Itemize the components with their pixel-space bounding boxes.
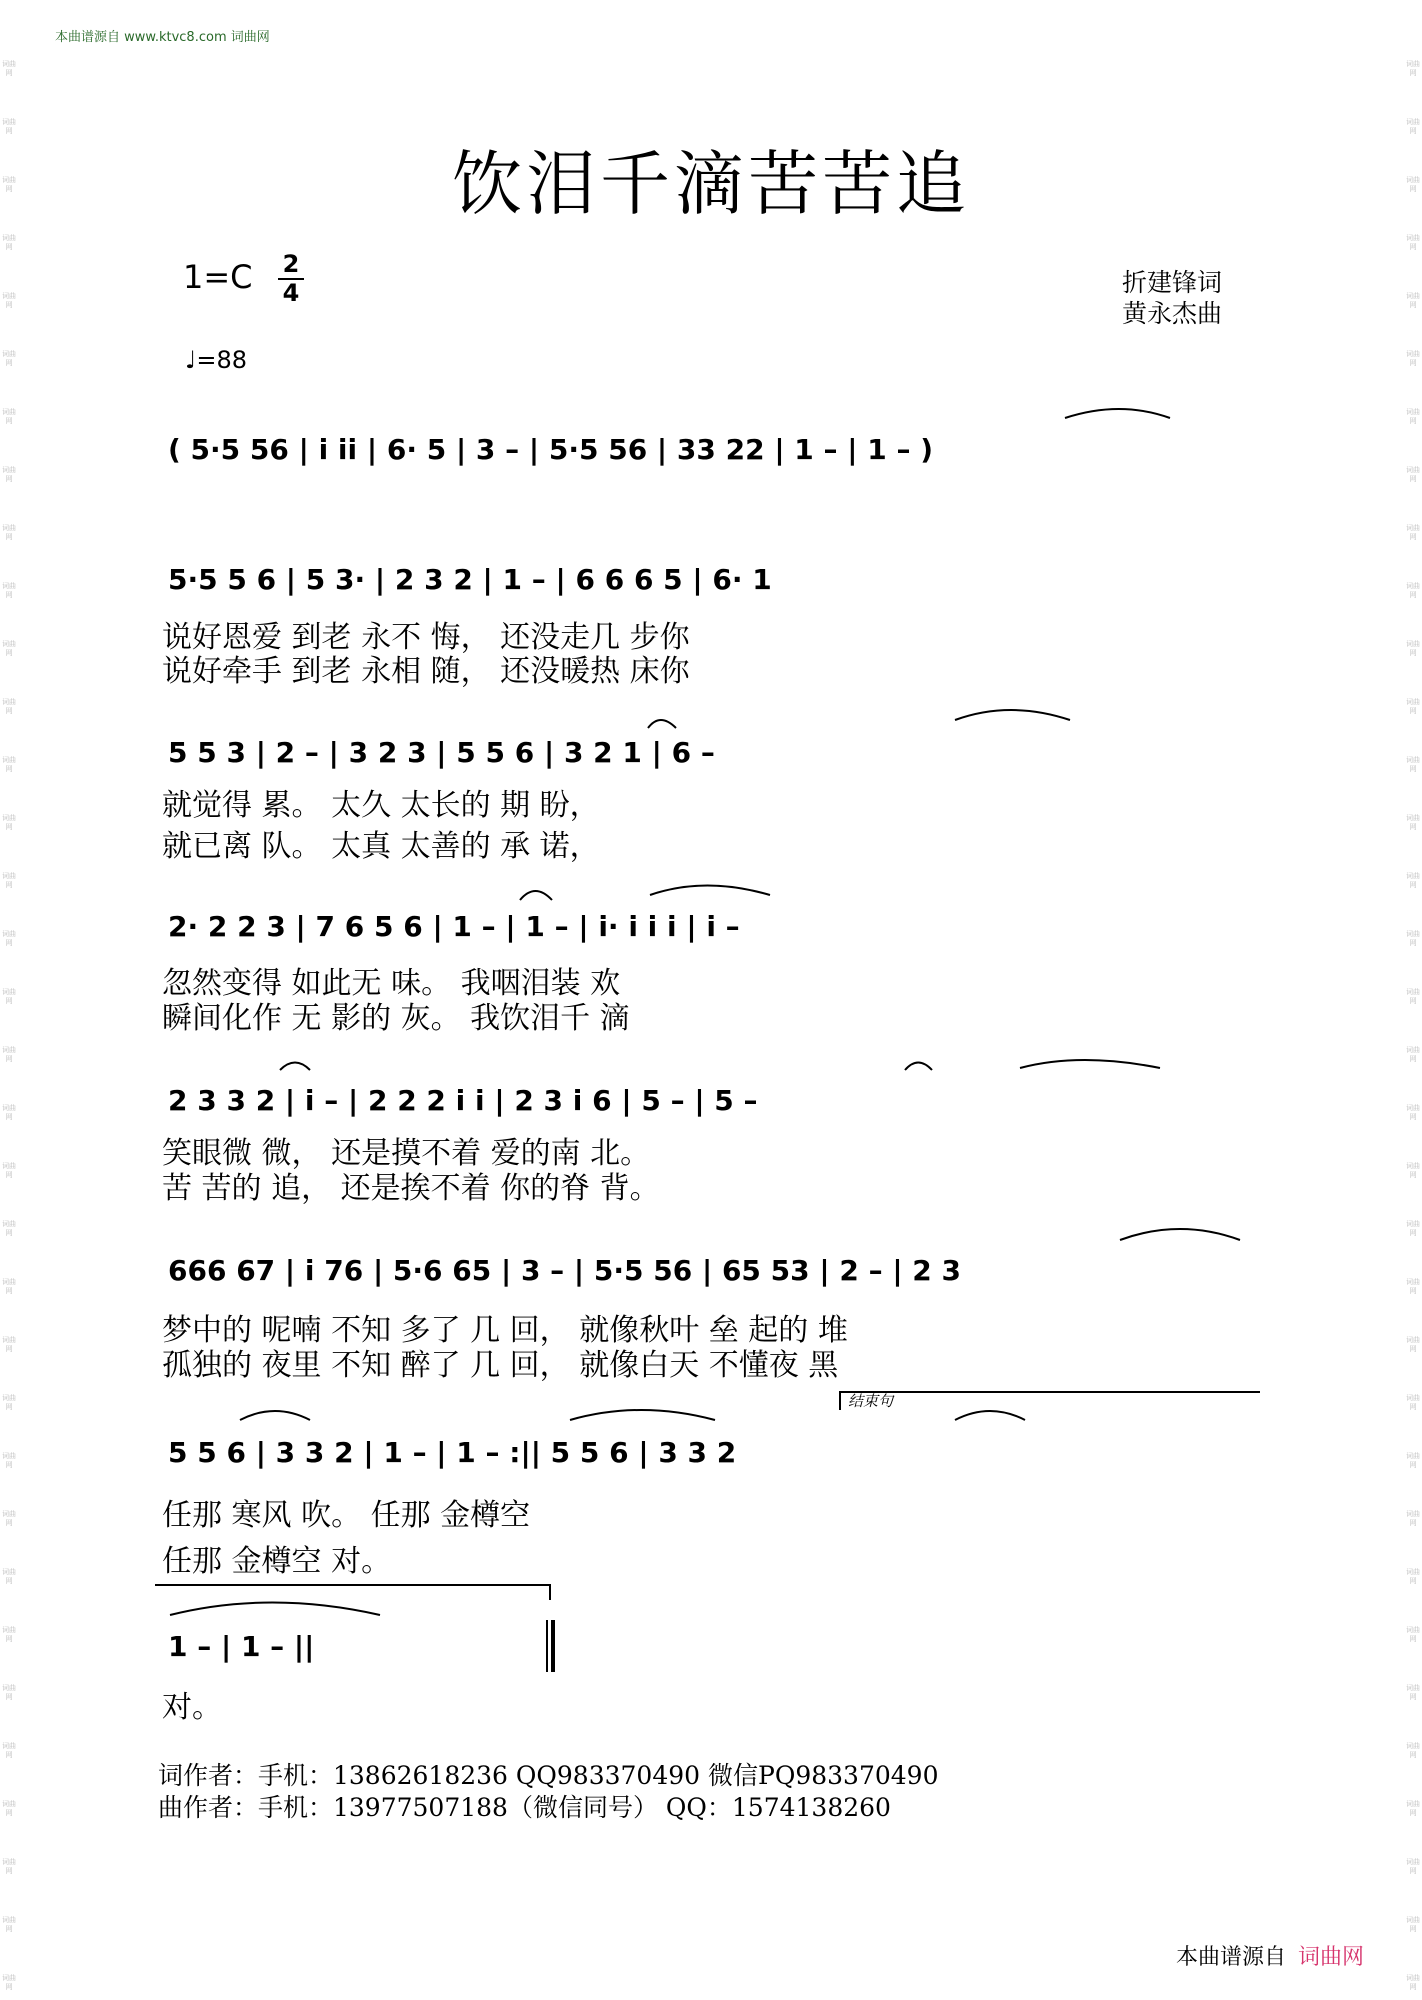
tie-s8 xyxy=(170,1603,380,1616)
system-5-notes: 2 3 3 2 | i – | 2 2 2 i i | 2 3 i 6 | 5 – | 5 – xyxy=(168,1084,758,1117)
watermark-mark: 词曲网 xyxy=(1406,1336,1420,1353)
system-3-notes: 5 5 3 | 2 – | 3 2 3 | 5 5 6 | 3 2 1 | 6 – xyxy=(168,736,715,769)
tie-s3b xyxy=(955,710,1070,720)
watermark-mark: 词曲网 xyxy=(1406,176,1420,193)
watermark-mark: 词曲网 xyxy=(1406,1278,1420,1295)
tie-s3a xyxy=(648,720,676,728)
watermark-mark: 词曲网 xyxy=(2,1974,16,1991)
watermark-mark: 词曲网 xyxy=(2,1742,16,1759)
watermark-mark: 词曲网 xyxy=(2,1568,16,1585)
watermark-mark: 词曲网 xyxy=(2,1162,16,1179)
watermark-mark: 词曲网 xyxy=(1406,988,1420,1005)
watermark-mark: 词曲网 xyxy=(2,988,16,1005)
composer-credit: 黄永杰曲 xyxy=(1122,299,1223,328)
watermark-mark: 词曲网 xyxy=(1406,1452,1420,1469)
system-6-notes: 666 67 | i 76 | 5·6 65 | 3 – | 5·5 56 | 65 53 | 2 – | 2 3 xyxy=(168,1254,962,1287)
watermark-mark: 词曲网 xyxy=(2,872,16,889)
watermark-mark: 词曲网 xyxy=(1406,1974,1420,1991)
watermark-mark: 词曲网 xyxy=(2,1684,16,1701)
watermark-mark: 词曲网 xyxy=(2,698,16,715)
watermark-mark: 词曲网 xyxy=(2,640,16,657)
watermark-mark: 词曲网 xyxy=(2,1336,16,1353)
watermark-mark: 词曲网 xyxy=(2,118,16,135)
system-8-notes: 1 – | 1 – || xyxy=(168,1630,315,1663)
watermark-mark: 词曲网 xyxy=(1406,1858,1420,1875)
system-2-notes: 5·5 5 6 | 5 3· | 2 3 2 | 1 – | 6 6 6 5 | 6· 1 xyxy=(168,563,772,596)
watermark-mark: 词曲网 xyxy=(1406,1626,1420,1643)
system-6-lyric-1: 梦中的 呢喃 不知 多了 几 回， 就像秋叶 垒 起的 堆 xyxy=(162,1313,848,1348)
watermark-mark: 词曲网 xyxy=(1406,524,1420,541)
watermark-mark: 词曲网 xyxy=(1406,118,1420,135)
system-2-lyric-2: 说好牵手 到老 永相 随， 还没暖热 床你 xyxy=(162,654,690,689)
footer-source-label: 本曲谱源自 xyxy=(1175,1945,1286,1970)
watermark-mark: 词曲网 xyxy=(2,524,16,541)
watermark-mark: 词曲网 xyxy=(2,292,16,309)
quarter-note-icon: ♩ xyxy=(185,346,197,374)
watermark-mark: 词曲网 xyxy=(1406,756,1420,773)
footer-logo[interactable]: 词曲网 xyxy=(1297,1945,1364,1970)
key-signature: 1=C xyxy=(183,258,253,296)
system-4-lyric-2: 瞬间化作 无 影的 灰。 我饮泪千 滴 xyxy=(162,1001,630,1036)
watermark-mark: 词曲网 xyxy=(2,408,16,425)
system-7-lyric-1: 任那 寒风 吹。 任那 金樽空 xyxy=(162,1498,531,1533)
tempo-value: =88 xyxy=(196,346,247,374)
system-2-lyric-1: 说好恩爱 到老 永不 悔， 还没走几 步你 xyxy=(162,620,690,655)
system-4-lyric-1: 忽然变得 如此无 味。 我咽泪装 欢 xyxy=(162,966,621,1001)
watermark-mark: 词曲网 xyxy=(1406,234,1420,251)
system-3-lyric-1: 就觉得 累。 太久 太长的 期 盼， xyxy=(162,788,600,823)
system-7-lyric-2: 任那 金樽空 对。 xyxy=(162,1544,392,1579)
footer-source xyxy=(0,1940,1422,1971)
tie-s7a xyxy=(240,1411,310,1420)
watermark-mark: 词曲网 xyxy=(2,1626,16,1643)
system-3-lyric-2: 就已离 队。 太真 太善的 承 诺， xyxy=(162,829,600,864)
tie-s7b xyxy=(570,1410,715,1420)
watermark-mark: 词曲网 xyxy=(2,1104,16,1121)
system-5-lyric-1: 笑眼微 微， 还是摸不着 爱的南 北。 xyxy=(162,1136,651,1171)
watermark-mark: 词曲网 xyxy=(2,1452,16,1469)
system-1-notes: ( 5·5 56 | i ii | 6· 5 | 3 – | 5·5 56 | 33 22 | 1 – | 1 – ) xyxy=(168,433,934,466)
watermark-mark: 词曲网 xyxy=(1406,1394,1420,1411)
watermark-mark: 词曲网 xyxy=(2,930,16,947)
watermark-mark: 词曲网 xyxy=(1406,814,1420,831)
watermark-mark: 词曲网 xyxy=(1406,640,1420,657)
watermark-mark: 词曲网 xyxy=(2,1394,16,1411)
watermark-mark: 词曲网 xyxy=(1406,1800,1420,1817)
tie-s4a xyxy=(520,891,552,900)
watermark-mark: 词曲网 xyxy=(1406,582,1420,599)
watermark-mark: 词曲网 xyxy=(1406,466,1420,483)
lyricist-credit: 折建锋词 xyxy=(1122,268,1223,297)
lyricist-contact: 词作者：手机：13862618236 QQ983370490 微信PQ983370490 xyxy=(158,1761,939,1790)
watermark-mark: 词曲网 xyxy=(2,1046,16,1063)
song-title: 饮泪千滴苦苦追 xyxy=(452,143,970,225)
watermark-mark: 词曲网 xyxy=(1406,292,1420,309)
watermark-mark: 词曲网 xyxy=(1406,1916,1420,1933)
watermark-mark: 词曲网 xyxy=(1406,1510,1420,1527)
watermark-mark: 词曲网 xyxy=(2,350,16,367)
watermark-mark: 词曲网 xyxy=(1406,1046,1420,1063)
watermark-mark: 词曲网 xyxy=(2,466,16,483)
watermark-mark: 词曲网 xyxy=(2,1800,16,1817)
tie-s5c xyxy=(1020,1060,1160,1068)
watermark-mark: 词曲网 xyxy=(1406,698,1420,715)
watermark-mark: 词曲网 xyxy=(1406,930,1420,947)
tie-s6 xyxy=(1120,1229,1240,1240)
watermark-mark: 词曲网 xyxy=(2,1916,16,1933)
watermark-mark: 词曲网 xyxy=(1406,1742,1420,1759)
tie-s5b xyxy=(905,1063,932,1071)
tie-intro xyxy=(1065,409,1170,418)
watermark-mark: 词曲网 xyxy=(2,814,16,831)
watermark-mark: 词曲网 xyxy=(1406,872,1420,889)
watermark-mark: 词曲网 xyxy=(1406,1162,1420,1179)
watermark-mark: 词曲网 xyxy=(1406,1568,1420,1585)
watermark-mark: 词曲网 xyxy=(2,756,16,773)
watermark-mark: 词曲网 xyxy=(2,1220,16,1237)
watermark-mark: 词曲网 xyxy=(2,1510,16,1527)
system-6-lyric-2: 孤独的 夜里 不知 醉了 几 回， 就像白天 不懂夜 黑 xyxy=(162,1348,839,1383)
time-signature-bottom: 4 xyxy=(282,279,300,307)
system-7-notes: 5 5 6 | 3 3 2 | 1 – | 1 – :|| 5 5 6 | 3 3 2 xyxy=(168,1436,737,1469)
ending-bracket xyxy=(840,1392,1260,1410)
time-signature-top: 2 xyxy=(282,250,300,278)
system-4-notes: 2· 2 2 3 | 7 6 5 6 | 1 – | 1 – | i· i i i | i – xyxy=(168,910,740,943)
watermark-mark: 词曲网 xyxy=(2,1278,16,1295)
watermark-mark: 词曲网 xyxy=(2,582,16,599)
tie-s4b xyxy=(650,886,770,896)
ending-bracket-2 xyxy=(155,1585,550,1600)
watermark-mark: 词曲网 xyxy=(1406,60,1420,77)
watermark-mark: 词曲网 xyxy=(1406,408,1420,425)
tie-s5a xyxy=(280,1063,310,1071)
watermark-mark: 词曲网 xyxy=(1406,1104,1420,1121)
watermark-mark: 词曲网 xyxy=(1406,1220,1420,1237)
watermark-mark: 词曲网 xyxy=(2,234,16,251)
ending-label: 结束句 xyxy=(848,1392,894,1410)
watermark-mark: 词曲网 xyxy=(1406,1684,1420,1701)
composer-contact: 曲作者：手机：13977507188（微信同号） QQ：1574138260 xyxy=(158,1793,891,1822)
system-8-lyric-1: 对。 xyxy=(162,1690,222,1725)
tie-s7c xyxy=(955,1411,1025,1420)
watermark-mark: 词曲网 xyxy=(2,60,16,77)
source-header: 本曲谱源自 www.ktvc8.com 词曲网 xyxy=(55,30,270,45)
watermark-mark: 词曲网 xyxy=(1406,350,1420,367)
watermark-mark: 词曲网 xyxy=(2,176,16,193)
watermark-mark: 词曲网 xyxy=(2,1858,16,1875)
system-5-lyric-2: 苦 苦的 追， 还是挨不着 你的脊 背。 xyxy=(162,1171,660,1206)
